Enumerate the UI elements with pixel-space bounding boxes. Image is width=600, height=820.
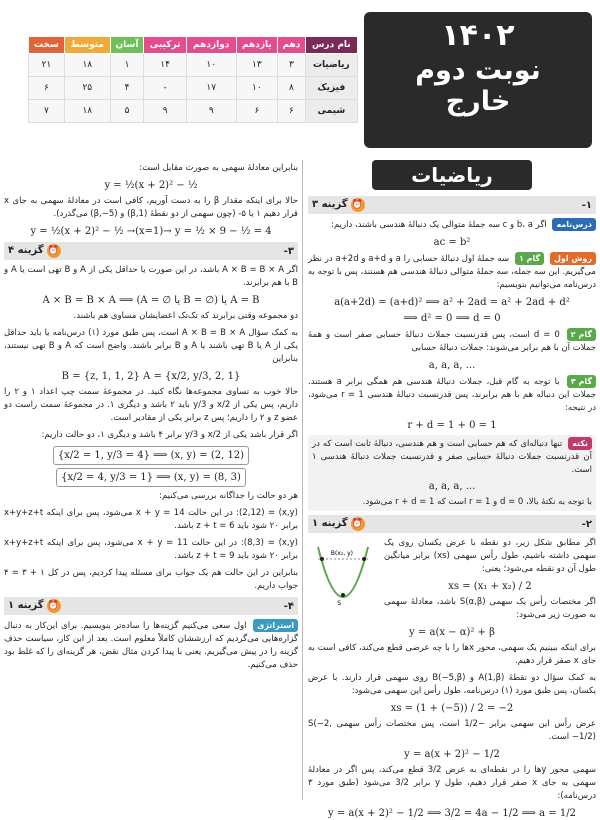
- step-tag: گام ۲: [567, 328, 596, 341]
- table-cell: ۱۸: [64, 100, 110, 123]
- formula: A × B = B × A ⟹ (A = ∅ یا B = ∅) یا A = B: [42, 295, 260, 306]
- formula: r + d = 1 + 0 = 1: [407, 420, 497, 431]
- lesson-note: درس‌نامه اگر b، a و c سه جملهٔ متوالی یک دنبالهٔ هندسی باشند، داریم:: [308, 218, 596, 232]
- alarm-clock-icon: ⏰: [351, 200, 364, 210]
- subject-banner: ریاضیات: [372, 160, 532, 190]
- answer-option: ⏰گزینه ۱: [312, 518, 364, 529]
- formula: xs = (x₁ + x₂) / 2: [448, 581, 532, 592]
- answer-option: ⏰گزینه ۴: [8, 245, 60, 256]
- table-cell: ۴: [110, 77, 144, 100]
- step-paragraph: عرض رأس این سهمی برابر −1/2 است، پس مختصات رأس سهمی S(−2, −1/2) است.: [308, 719, 596, 742]
- question-number: ۳-: [283, 245, 294, 257]
- step-paragraph: سهمی محور yها را در نقطه‌ای به عرض 3/2 قطع می‌کند، پس اگر در معادلهٔ سهمی به جای x صفر قرار دهیم، طول y برابر 3/2 می‌شود (طبق مورد ۳ درس‌نامه):: [308, 765, 597, 801]
- question-header-3: [4, 242, 298, 260]
- lesson-note: برای اینکه ببینیم یک سهمی، محور xها را با چه عرضی قطع می‌کند، کافی است به جای x صفر قرار دهیم.: [308, 643, 596, 666]
- formula: y = ½(x + 2)² − ½: [104, 180, 198, 191]
- method-tag: روش اول: [550, 252, 596, 265]
- left-column: [4, 160, 298, 806]
- step-paragraph: حالا برای اینکه مقدار β را به دست آوریم، کافی است در معادلهٔ سهمی به جای x قرار دهیم ۱ یا ۵- (چون سهمی از دو نقطهٔ (β,1) و (β,−5) می‌گذرد).: [4, 196, 298, 219]
- table-cell: فیزیک: [305, 77, 357, 100]
- answer-option: ⏰گزینه ۱: [8, 600, 60, 611]
- formula: a(a+2d) = (a+d)² ⟹ a² + 2ad = a² + 2ad + d²: [334, 297, 570, 308]
- stats-row-math: [29, 54, 358, 77]
- lesson-note: B(x₂, y) S اگر مطابق شکل زیر، دو نقطه با عرض یکسان روی یک سهمی داشته باشیم، طول رأس سهمی (xs) برابر میانگین طول آن دو نقطه می‌شود؛ یعنی:: [308, 537, 596, 576]
- stats-col-name: نام درس: [305, 37, 357, 54]
- table-cell: ۱۴: [144, 54, 187, 77]
- formula: y = a(x − α)² + β: [409, 627, 495, 638]
- table-cell: ۶: [278, 100, 305, 123]
- stats-col-easy: آسان: [110, 37, 144, 54]
- alarm-clock-icon: ⏰: [47, 601, 60, 611]
- table-cell: ریاضیات: [305, 54, 357, 77]
- table-cell: شیمی: [305, 100, 357, 123]
- table-cell: ۱۷: [186, 77, 236, 100]
- table-cell: ۲۱: [29, 54, 65, 77]
- lesson-note: اگر A × B = B × A باشد، در این صورت یا حداقل یکی از A و B تهی است یا A و B با هم برابرند.: [4, 265, 298, 288]
- table-cell: ۷: [29, 100, 65, 123]
- formula: ac = b²: [433, 237, 471, 248]
- step-tag: گام ۳: [567, 375, 596, 388]
- exam-round: نوبت دوم: [415, 55, 541, 86]
- strategy-note: استراتژی اول سعی می‌کنیم گزینه‌ها را ساده‌تر بنویسیم. برای این‌کار به دنبال گزاره‌هایی می‌گردیم که ارزششان کاملاً معلوم است. بعد از این کار، سیاست حذف گزینه را در پیش می‌گیریم. یعنی با پیدا کردن مثال نقض، هر گزینه‌ای را که غلط بود حذف می‌کنیم.: [4, 621, 298, 670]
- tip-tag: نکته: [568, 437, 592, 450]
- step-paragraph: به کمک سؤال دو نقطهٔ A(1,β) و B(−5,β) روی سهمی قرار دارند. با عرض یکسان، پس طبق مورد (۱) درس‌نامه، طول رأس این سهمی می‌شود:: [308, 673, 597, 696]
- stats-col-11: یازدهم: [236, 37, 278, 54]
- formula: B = {z, 1, 1, 2} A = {x/2, y/3, 2, 1}: [61, 371, 241, 382]
- stats-col-12: دوازدهم: [186, 37, 236, 54]
- strategy-tag: استراتژی: [253, 619, 298, 632]
- stats-col-10: دهم: [278, 37, 305, 54]
- stats-row-physics: [29, 77, 358, 100]
- page-header: [0, 0, 600, 150]
- exam-title-box: [364, 12, 592, 148]
- formula: y = a(x + 2)² − 1/2: [404, 749, 500, 760]
- case-box: {x/2 = 4, y/3 = 1} ⟹ (x, y) = (8, 3): [56, 468, 246, 487]
- lesson-note: اگر مختصات رأس یک سهمی S(α,β) باشد، معادلهٔ سهمی به صورت زیر می‌شود:: [384, 597, 596, 620]
- table-cell: ۵: [110, 100, 144, 123]
- exam-subtitle: خارج: [445, 86, 511, 117]
- formula: y = a(x + 2)² − 1/2 ⟹ 3/2 = 4a − 1/2 ⟹ a = 1/2: [328, 808, 576, 819]
- alarm-clock-icon: ⏰: [47, 246, 60, 256]
- point-b-label: B(x₂, y): [330, 550, 353, 557]
- step-paragraph: به کمک سؤال A × B = B × A است، پس طبق مورد (۱) درس‌نامه یا باید حداقل یکی از A یا B تهی باشند یا A و B برابر باشند. واضح است که A و B تهی نیستند، بنابراین: [4, 328, 298, 364]
- step-tag: گام ۱: [515, 252, 544, 265]
- stats-col-medium: متوسط: [64, 37, 110, 54]
- question-number: ۴-: [283, 600, 294, 612]
- parabola-graph: [308, 537, 378, 607]
- formula: a, a, a, ...: [428, 481, 476, 492]
- right-column: [308, 160, 597, 819]
- answer-option: ⏰گزینه ۳: [312, 199, 364, 210]
- table-cell: ۱۰: [236, 77, 278, 100]
- stats-col-hard: سخت: [29, 37, 65, 54]
- table-cell: ۹: [144, 100, 187, 123]
- table-cell: ۹: [186, 100, 236, 123]
- table-cell: ۲۵: [64, 77, 110, 100]
- case-box: {x/2 = 1, y/3 = 4} ⟹ (x, y) = (2, 12): [53, 446, 249, 465]
- step-paragraph: بنابراین معادلهٔ سهمی به صورت مقابل است:: [139, 163, 298, 173]
- lesson-note: دو مجموعه وقتی برابرند که تک‌تک اعضایشان مساوی هم باشند.: [73, 311, 298, 321]
- table-cell: ۳: [278, 54, 305, 77]
- table-cell: ۱: [110, 54, 144, 77]
- difficulty-stats-table: [28, 36, 358, 123]
- step-paragraph: گام ۲ d = 0 است، پس قدرنسبت جملات دنبالهٔ حسابی صفر است و همهٔ جملات آن با هم برابر می‌شوند: جملات دنبالهٔ حسابی: [308, 330, 596, 353]
- formula: xs = (1 + (−5)) / 2 = −2: [390, 703, 514, 714]
- formula: a, a, a, ...: [428, 360, 476, 371]
- question-header-1: [308, 196, 596, 214]
- formula: [4, 468, 298, 487]
- alarm-clock-icon: ⏰: [351, 519, 364, 529]
- question-header-2: [308, 515, 596, 533]
- question-number: ۱-: [581, 199, 592, 211]
- table-cell: ۸: [278, 77, 305, 100]
- conclusion: بنابراین در این حالت هم یک جواب برای مسئله پیدا کردیم، پس در کل ۱ + ۳ = ۴ جواب داریم.: [4, 568, 298, 591]
- check-item: (x,y) = (2,12): در این حالت x + y = 14 می‌شود، پس برای اینکه x+y+z+t برابر ۲۰ شود باید z + t = 6 باشد.: [4, 508, 298, 531]
- formula: [4, 446, 298, 465]
- step-paragraph: روش اول گام ۱ سه جملهٔ اول دنبالهٔ حسابی را a و a+d و a+2d در نظر می‌گیریم. این سه جمله، سه جملهٔ متوالی دنبالهٔ هندسی هم هستند، پس با توجه به درس‌نامه می‌توانیم بنویسیم:: [308, 254, 596, 290]
- table-cell: -: [144, 77, 187, 100]
- tip-box: نکته تنها دنباله‌ای که هم حسابی است و هم هندسی، دنبالهٔ ثابت است که در آن قدرنسبت جملات دنبالهٔ حسابی صفر و قدرنسبت جملات دنبالهٔ هندسی ۱ است. a, a, a, ... با توجه به نکتهٔ بالا، d = 0 و r = 1 است که r + d = 1 می‌شود.: [308, 435, 596, 511]
- question-number: ۲-: [581, 518, 592, 530]
- table-cell: ۱۳: [236, 54, 278, 77]
- lesson-tag: درس‌نامه: [552, 218, 596, 231]
- exam-year: ۱۴۰۲: [441, 18, 515, 53]
- step-paragraph: گام ۳ با توجه به گام قبل، جملات دنبالهٔ هندسی هم همگی برابر a هستند. جملات این دنباله هم با هم برابرند، پس قدرنسبت دنبالهٔ هندسی r = 1 می‌شود، در نتیجه:: [308, 377, 596, 413]
- table-cell: ۱۸: [64, 54, 110, 77]
- step-paragraph: حالا خوب به تساوی مجموعه‌ها نگاه کنید. در مجموعهٔ سمت چپ اعداد ۱ و ۲ را داریم، پس یکی از x/2 و y/3 باید ۲ باشد و دیگری ۱. در مجموعهٔ سمت راست دو عضو z و ۲ را داریم؛ پس z برابر یکی از مقادیر است.: [4, 387, 299, 423]
- question-header-4: [4, 597, 298, 615]
- stats-row-chemistry: [29, 100, 358, 123]
- formula: ⟹ d² = 0 ⟹ d = 0: [403, 313, 501, 324]
- table-cell: ۶: [29, 77, 65, 100]
- column-divider: [302, 160, 303, 800]
- vertex-label: S: [337, 600, 341, 607]
- check-item: (x,y) = (8,3): در این حالت x + y = 11 می‌شود، پس برای اینکه x+y+z+t برابر ۲۰ شود باید z + t = 9 باشد.: [4, 538, 298, 561]
- table-cell: ۱۰: [186, 54, 236, 77]
- table-cell: ۶: [236, 100, 278, 123]
- step-paragraph: هر دو حالت را جداگانه بررسی می‌کنیم:: [159, 491, 298, 501]
- formula: y = ½(x + 2)² − ½ →(x=1)→ y = ½ × 9 − ½ = 4: [30, 226, 272, 237]
- step-paragraph: اگر قرار باشد یکی از x/2 و y/3 برابر ۴ باشد و دیگری ۱، دو حالت داریم:: [41, 430, 298, 440]
- stats-header-row: [29, 37, 358, 54]
- stats-col-combined: ترکیبی: [144, 37, 187, 54]
